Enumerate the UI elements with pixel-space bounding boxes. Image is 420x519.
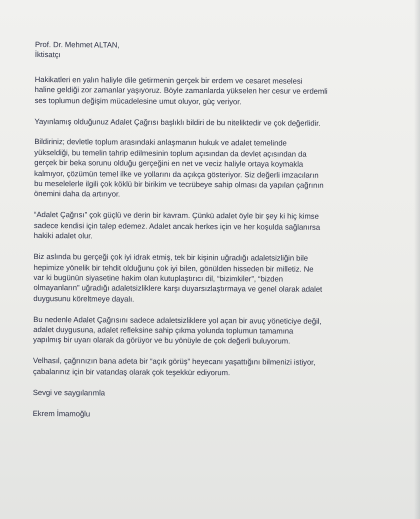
letter-body bbox=[33, 40, 413, 421]
paragraph-line: Biz aslında bu gerçeği çok iyi idrak etmiş, tek bir kişinin uğradığı adaletsizliğin bile bbox=[33, 252, 309, 263]
letter-paragraphs bbox=[33, 75, 413, 380]
letter-paragraph bbox=[33, 252, 411, 306]
paragraph-line: olmayanların” uğradığı adaletsizliklere karşı duyarsızlaştırmaya ve genel olarak adalet bbox=[33, 283, 323, 295]
paragraph-line: gerçek bir beka sorunu olduğu gerçeğini en net ve veciz haliyle ortaya koymakla bbox=[34, 158, 304, 169]
paragraph-line: Velhasıl, çağrınızın bana adeta bir “açık görüş” heyecanı yaşattığını bilmenizi istiyor, bbox=[33, 356, 316, 368]
recipient-title: İktisatçı bbox=[34, 50, 61, 60]
paragraph-line: sadece kendisi için talep edemez. Adalet ancak herkes için ve her koşulda sağlanırsa bbox=[33, 220, 321, 232]
paragraph-line: “Adalet Çağrısı” çok güçlü ve derin bir kavram. Çünkü adalet öyle bir şey ki hiç kimse bbox=[33, 210, 319, 222]
paragraph-line: var ki bugünün siyasetine hakim olan kutuplaştırıcı dil, “bizimkiler”, “bizden bbox=[33, 272, 284, 284]
recipient-block bbox=[35, 40, 413, 63]
paragraph-line: Bu nedenle Adalet Çağrısını sadece adaletsizliklere yol açan bir avuç yöneticiye değil, bbox=[33, 314, 322, 326]
page-edge-shadow bbox=[414, 0, 420, 519]
signature-name: Ekrem İmamoğlu bbox=[32, 408, 91, 418]
closing-salutation: Sevgi ve saygılarımla bbox=[32, 387, 106, 398]
paragraph-line: Bildiriniz; devletle toplum arasındaki anlaşmanın hukuk ve adalet temelinde bbox=[34, 137, 287, 148]
letter-paragraph bbox=[33, 315, 411, 349]
paragraph-line: hakiki adalet olur. bbox=[33, 231, 93, 241]
paragraph-line: çabalarınız için bir vatandaş olarak çok teşekkür ediyorum. bbox=[32, 366, 231, 377]
paragraph-line: hepimize yönelik bir tehdit olduğunu çok iyi bilen, gönülden hisseden bir milletiz. Ne bbox=[33, 262, 314, 274]
recipient-name: Prof. Dr. Mehmet ALTAN, bbox=[34, 40, 120, 50]
letter-paragraph bbox=[33, 356, 411, 379]
paragraph-line: Hakikatleri en yalın haliyle dile getirmenin gerçek bir erdem ve cesaret meselesi bbox=[34, 74, 303, 86]
paragraph-line: adalet duygusuna, adalet refleksine sahip çıkma yolunda toplumun tamamına bbox=[33, 325, 294, 336]
letter-paragraph bbox=[34, 210, 412, 244]
letter-paragraph bbox=[34, 137, 412, 202]
letter-paragraph bbox=[35, 75, 413, 109]
closing-block bbox=[33, 388, 411, 422]
paragraph-line: Yayınlamış olduğunuz Adalet Çağrısı başlıklı bildiri de bu niteliktedir ve çok değerlidir. bbox=[34, 116, 321, 128]
paragraph-line: yükseldiği, bu temelin tahrip edilmesinin toplum açısından da devlet açısından da bbox=[34, 147, 307, 159]
paragraph-line: ses toplumun değişim mücadelesine umut oluyor, güç veriyor. bbox=[34, 95, 242, 106]
paragraph-line: haline geldiği zor zamanlar yaşıyoruz. Böyle zamanlarda yükselen her cesur ve erdemli bbox=[34, 85, 328, 97]
paragraph-line: kalmıyor, çözümün temel ilke ve yollarını da açıkça gösteriyor. Siz değerli imzacıların bbox=[34, 168, 319, 180]
paragraph-line: yapılmış bir uyarı olarak da görüyor ve bu yönüyle de çok değerli buluyorum. bbox=[33, 335, 291, 347]
paragraph-line: bu meselelerle ilgili çok köklü bir birikim ve tecrübeye sahip olması da yapılan çağrının bbox=[34, 179, 324, 190]
paragraph-line: duygusunu köreltmeye dayalı. bbox=[33, 293, 135, 304]
letter-paragraph bbox=[34, 117, 412, 130]
paragraph-line: önemini daha da artırıyor. bbox=[34, 189, 121, 199]
